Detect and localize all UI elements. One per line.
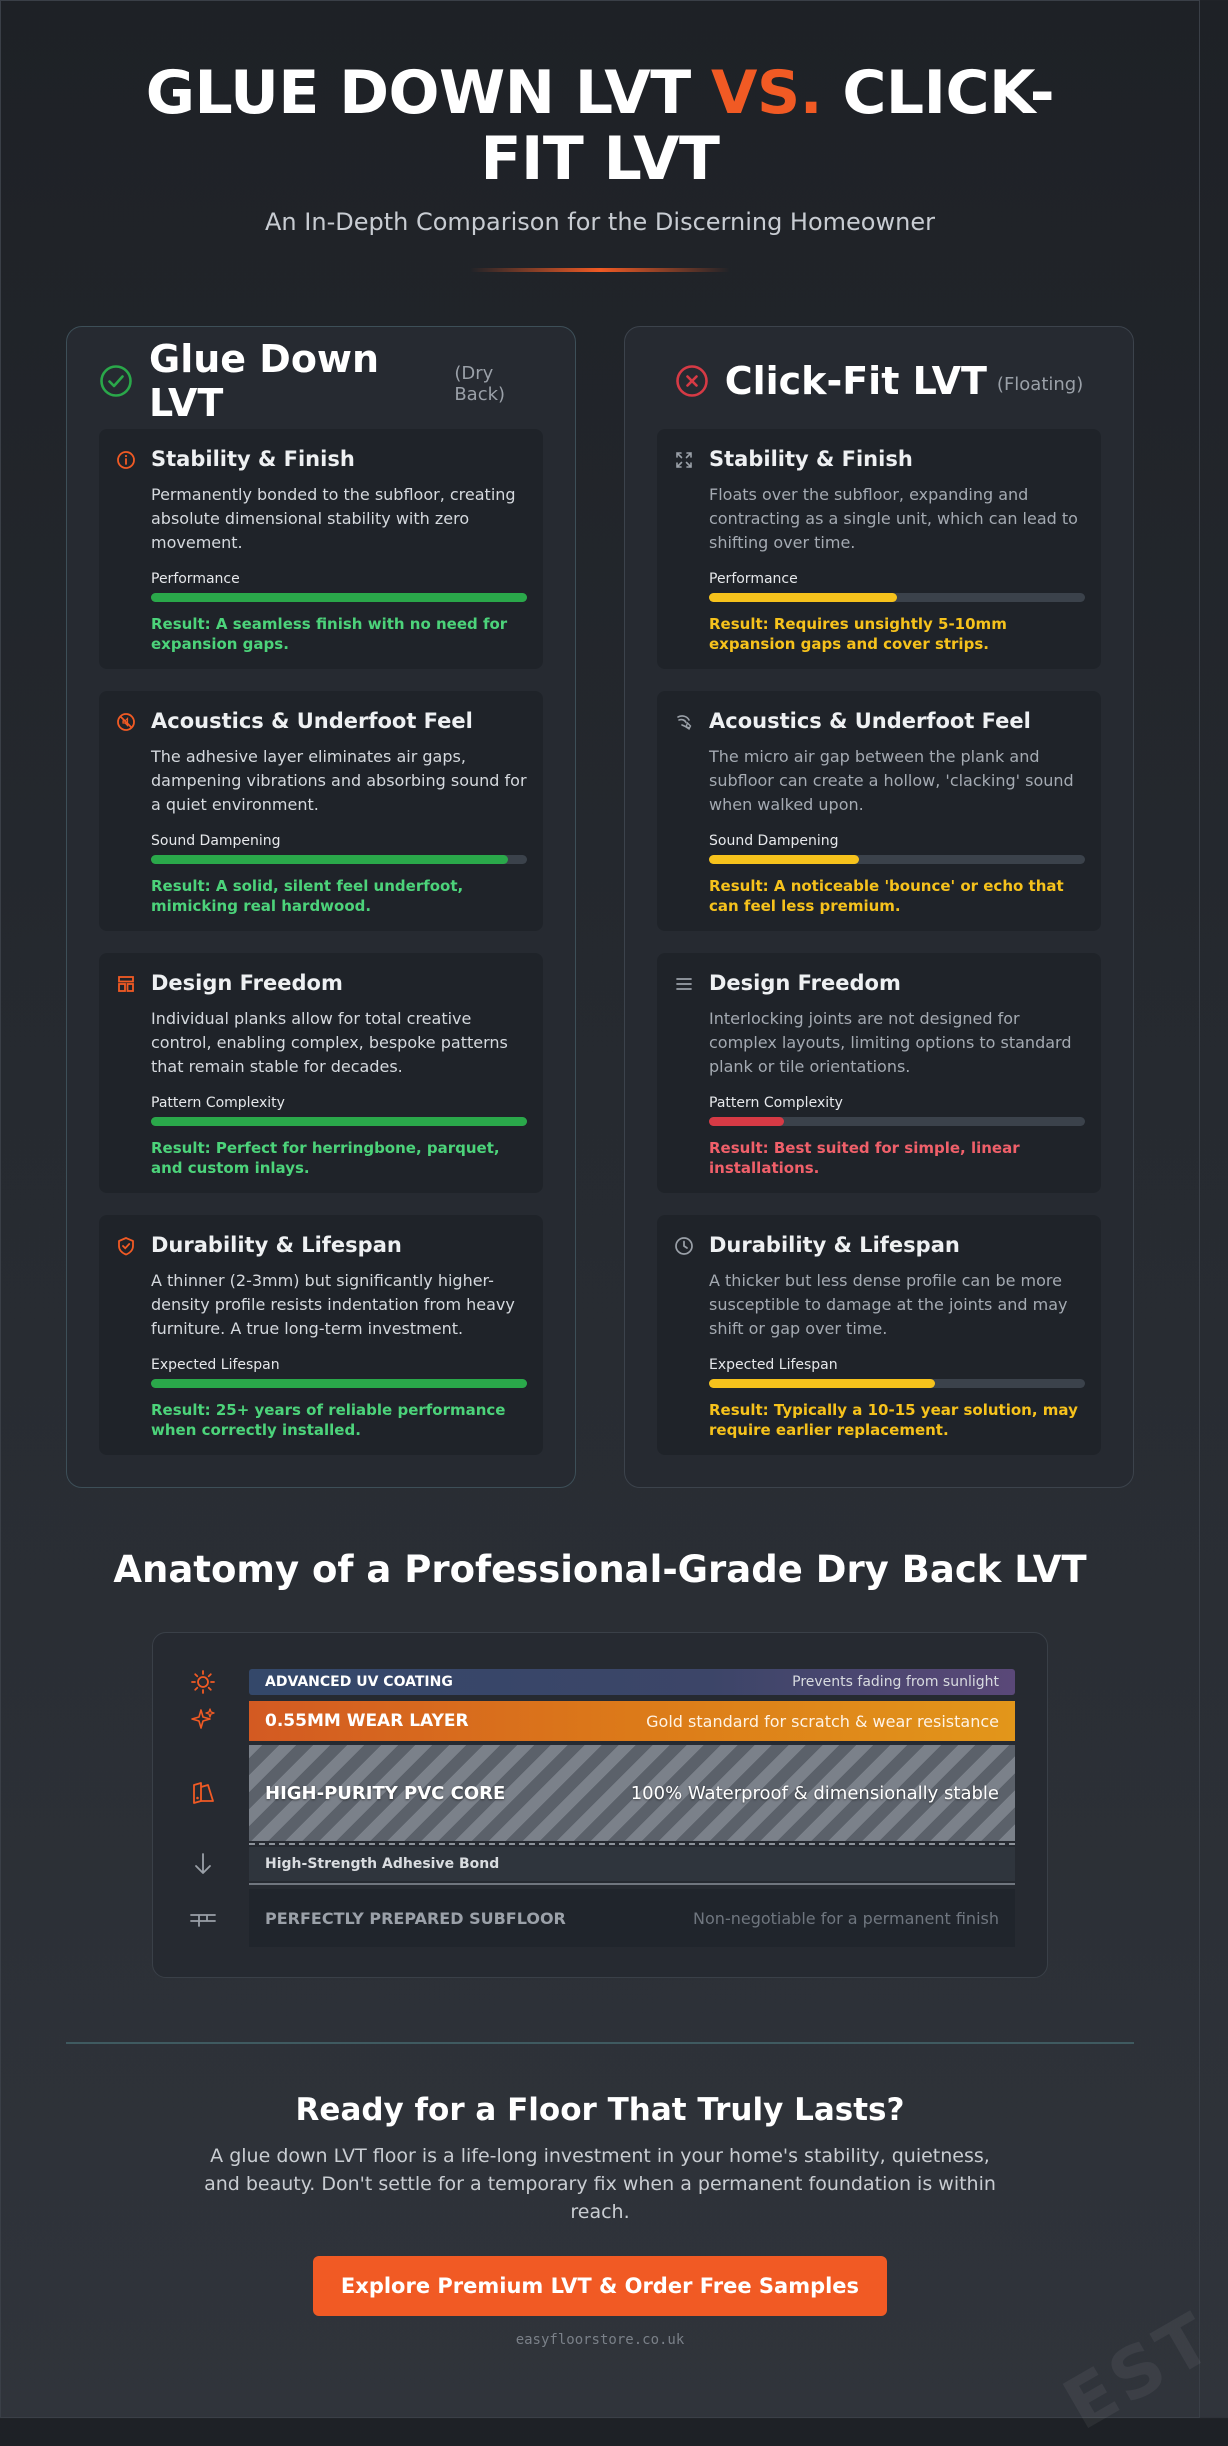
performance-bar bbox=[709, 593, 1085, 602]
card-description: The micro air gap between the plank and subfloor can create a hollow, 'clacking' sound when walked upon. bbox=[709, 747, 1074, 814]
anatomy-diagram bbox=[152, 1632, 1048, 1978]
page-subtitle: An In-Depth Comparison for the Discerning Homeowner bbox=[265, 208, 935, 236]
sun-icon bbox=[189, 1668, 217, 1696]
expand-icon bbox=[673, 449, 695, 471]
shield-check-icon bbox=[115, 1235, 137, 1257]
layer-description: 100% Waterproof & dimensionally stable bbox=[630, 1782, 999, 1804]
sparkle-icon bbox=[189, 1706, 217, 1734]
card-title: Acoustics & Underfoot Feel bbox=[151, 709, 473, 733]
click-card-durability bbox=[657, 1215, 1101, 1455]
adhesive-dashed-line bbox=[249, 1843, 1015, 1845]
layer-name: HIGH-PURITY PVC CORE bbox=[265, 1782, 506, 1804]
page-header bbox=[0, 60, 1200, 272]
glue-down-subtitle: (Dry Back) bbox=[454, 363, 506, 405]
card-result: Result: A noticeable 'bounce' or echo that can feel less premium. bbox=[709, 877, 1064, 915]
glue-card-stability bbox=[99, 429, 543, 669]
card-description: The adhesive layer eliminates air gaps, dampening vibrations and absorbing sound for a quiet environment. bbox=[151, 747, 527, 814]
metric-label: Performance bbox=[151, 571, 240, 587]
pattern-complexity-bar bbox=[709, 1117, 1085, 1126]
cta-divider bbox=[66, 2042, 1134, 2044]
expected-lifespan-bar bbox=[151, 1379, 527, 1388]
sound-dampening-bar-fill bbox=[709, 855, 859, 864]
metric-label: Performance bbox=[709, 571, 798, 587]
click-card-stability bbox=[657, 429, 1101, 669]
cta-description: A glue down LVT floor is a life-long investment in your home's stability, quietness, and beauty. Don't settle for a temporary fix when a permanent foundation is within reach. bbox=[204, 2145, 996, 2223]
card-title: Stability & Finish bbox=[151, 447, 355, 471]
arrow-down-icon bbox=[189, 1850, 217, 1878]
metric-label: Expected Lifespan bbox=[709, 1357, 838, 1373]
glue-card-durability bbox=[99, 1215, 543, 1455]
layer-uv-coating bbox=[249, 1669, 1015, 1695]
menu-lines-icon bbox=[673, 973, 695, 995]
vs-highlight: VS. bbox=[711, 58, 822, 128]
layer-pvc-core bbox=[249, 1745, 1015, 1841]
card-result: Result: A solid, silent feel underfoot, mimicking real hardwood. bbox=[151, 877, 464, 915]
expected-lifespan-bar bbox=[709, 1379, 1085, 1388]
layer-description: Non-negotiable for a permanent finish bbox=[693, 1908, 999, 1928]
card-title: Durability & Lifespan bbox=[709, 1233, 960, 1257]
metric-label: Pattern Complexity bbox=[709, 1095, 843, 1111]
card-title: Design Freedom bbox=[709, 971, 901, 995]
sound-dampening-bar-fill bbox=[151, 855, 508, 864]
card-result: Result: Requires unsightly 5-10mm expansion gaps and cover strips. bbox=[709, 615, 1007, 653]
glue-card-design bbox=[99, 953, 543, 1193]
performance-bar-fill bbox=[151, 593, 527, 602]
watermark: EST bbox=[1050, 2295, 1228, 2446]
click-fit-column bbox=[624, 326, 1134, 1488]
card-result: Result: Perfect for herringbone, parquet, and custom inlays. bbox=[151, 1139, 500, 1177]
sound-wave-icon bbox=[673, 711, 695, 733]
performance-bar-fill bbox=[709, 593, 897, 602]
layout-icon bbox=[115, 973, 137, 995]
card-description: Individual planks allow for total creative control, enabling complex, bespoke patterns that remain stable for decades. bbox=[151, 1009, 508, 1076]
watermark-container bbox=[1020, 2290, 1228, 2446]
cta-title: Ready for a Floor That Truly Lasts? bbox=[295, 2092, 905, 2128]
anatomy-title: Anatomy of a Professional-Grade Dry Back LVT bbox=[113, 1548, 1087, 1591]
glue-down-column bbox=[66, 326, 576, 1488]
glue-down-header bbox=[99, 337, 543, 425]
card-description: Interlocking joints are not designed for complex layouts, limiting options to standard plank or tile orientations. bbox=[709, 1009, 1072, 1076]
title-divider bbox=[470, 268, 730, 272]
expected-lifespan-bar-fill bbox=[709, 1379, 935, 1388]
click-card-acoustics bbox=[657, 691, 1101, 931]
card-result: Result: A seamless finish with no need for expansion gaps. bbox=[151, 615, 508, 653]
card-title: Design Freedom bbox=[151, 971, 343, 995]
pattern-complexity-bar-fill bbox=[709, 1117, 784, 1126]
no-sound-icon bbox=[115, 711, 137, 733]
layer-name: 0.55MM WEAR LAYER bbox=[265, 1711, 469, 1731]
explore-lvt-button[interactable]: Explore Premium LVT & Order Free Samples bbox=[313, 2256, 887, 2316]
layer-description: Prevents fading from sunlight bbox=[792, 1674, 999, 1690]
layer-name: High-Strength Adhesive Bond bbox=[265, 1856, 500, 1872]
sound-dampening-bar bbox=[151, 855, 527, 864]
metric-label: Pattern Complexity bbox=[151, 1095, 285, 1111]
card-description: A thicker but less dense profile can be more susceptible to damage at the joints and may shift or gap over time. bbox=[709, 1271, 1068, 1338]
check-circle-icon bbox=[99, 364, 133, 398]
layer-name: ADVANCED UV COATING bbox=[265, 1674, 453, 1690]
card-result: Result: Best suited for simple, linear installations. bbox=[709, 1139, 1020, 1177]
info-icon bbox=[115, 449, 137, 471]
clock-icon bbox=[673, 1235, 695, 1257]
x-circle-icon bbox=[675, 364, 709, 398]
layers-icon bbox=[189, 1779, 217, 1807]
glue-down-title: Glue Down LVT bbox=[149, 337, 380, 425]
card-title: Durability & Lifespan bbox=[151, 1233, 402, 1257]
page-title: GLUE DOWN LVT VS. CLICK-FIT LVT bbox=[145, 58, 1055, 194]
sound-dampening-bar bbox=[709, 855, 1085, 864]
click-fit-title: Click-Fit LVT bbox=[724, 359, 987, 403]
layer-description: Gold standard for scratch & wear resistance bbox=[646, 1711, 999, 1731]
layer-adhesive-bond bbox=[249, 1847, 1015, 1881]
layer-name: PERFECTLY PREPARED SUBFLOOR bbox=[265, 1908, 566, 1928]
card-description: A thinner (2-3mm) but significantly higher-density profile resists indentation from heavy furniture. A true long-term investment. bbox=[151, 1271, 515, 1338]
card-title: Acoustics & Underfoot Feel bbox=[709, 709, 1031, 733]
metric-label: Sound Dampening bbox=[709, 833, 839, 849]
pattern-complexity-bar-fill bbox=[151, 1117, 527, 1126]
click-fit-subtitle: (Floating) bbox=[996, 373, 1084, 395]
footer-site: easyfloorstore.co.uk bbox=[515, 2332, 685, 2348]
layer-subfloor bbox=[249, 1889, 1015, 1947]
ground-icon bbox=[189, 1904, 217, 1932]
card-title: Stability & Finish bbox=[709, 447, 913, 471]
performance-bar bbox=[151, 593, 527, 602]
expected-lifespan-bar-fill bbox=[151, 1379, 527, 1388]
subfloor-line bbox=[249, 1883, 1015, 1885]
pattern-complexity-bar bbox=[151, 1117, 527, 1126]
metric-label: Sound Dampening bbox=[151, 833, 281, 849]
card-description: Permanently bonded to the subfloor, creating absolute dimensional stability with zero movement. bbox=[151, 485, 516, 552]
click-fit-header bbox=[657, 359, 1101, 403]
card-description: Floats over the subfloor, expanding and contracting as a single unit, which can lead to shifting over time. bbox=[709, 485, 1078, 552]
card-result: Result: Typically a 10-15 year solution, may require earlier replacement. bbox=[709, 1401, 1078, 1439]
glue-card-acoustics bbox=[99, 691, 543, 931]
click-card-design bbox=[657, 953, 1101, 1193]
card-result: Result: 25+ years of reliable performance when correctly installed. bbox=[151, 1401, 506, 1439]
metric-label: Expected Lifespan bbox=[151, 1357, 280, 1373]
layer-wear bbox=[249, 1701, 1015, 1741]
